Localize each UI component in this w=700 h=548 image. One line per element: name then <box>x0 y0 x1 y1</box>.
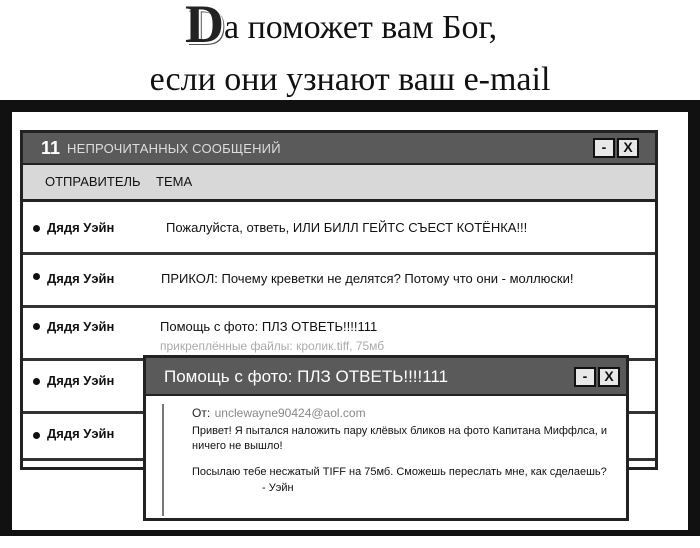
heading-line-1-text: а поможет вам Бог, <box>224 9 498 46</box>
message-paragraph-1: Привет! Я пытался наложить пару клёвых бликов на фото Капитана Миффлса, и ничего не вышло! <box>192 425 608 452</box>
popup-body <box>162 404 632 516</box>
column-header-subject[interactable]: ТЕМА <box>156 174 193 189</box>
message-attachment: прикреплённые файлы: кролик.tiff, 75мб <box>160 339 385 353</box>
inbox-titlebar <box>23 133 655 165</box>
message-paragraph-2: Посылаю тебе несжатый TIFF на 75мб. Сможешь переслать мне, как сделаешь? <box>192 466 607 478</box>
message-subject: Пожалуйста, ответь, ИЛИ БИЛЛ ГЕЙТС СЪЕСТ КОТЁНКА!!! <box>166 220 528 235</box>
close-button[interactable]: X <box>617 138 639 158</box>
message-signature: - Уэйн <box>262 482 294 494</box>
popup-close-button[interactable]: X <box>598 367 620 387</box>
unread-dot <box>33 273 40 280</box>
heading-line-2: если они узнают ваш e-mail <box>149 61 551 98</box>
popup-minimize-button[interactable]: - <box>574 367 596 387</box>
unread-dot <box>33 432 40 439</box>
unread-dot <box>33 225 40 232</box>
column-header-bar <box>23 165 655 202</box>
message-sender: Дядя Уэйн <box>47 319 115 334</box>
message-sender: Дядя Уэйн <box>47 373 115 388</box>
popup-titlebar <box>146 358 626 396</box>
unread-dot <box>33 378 40 385</box>
message-sender: Дядя Уэйн <box>47 271 115 286</box>
popup-title: Помощь с фото: ПЛЗ ОТВЕТЬ!!!!111 <box>164 367 449 386</box>
minimize-button[interactable]: - <box>593 138 615 158</box>
message-sender: Дядя Уэйн <box>47 220 115 235</box>
heading-dropcap: D <box>185 0 224 54</box>
from-email[interactable]: unclewayne90424@aol.com <box>214 406 366 420</box>
message-row[interactable] <box>23 202 655 255</box>
message-sender: Дядя Уэйн <box>47 426 115 441</box>
unread-count: 11 <box>41 138 61 158</box>
unread-dot <box>33 323 40 330</box>
message-row[interactable] <box>23 255 655 308</box>
inbox-title: НЕПРОЧИТАННЫХ СООБЩЕНИЙ <box>67 141 281 156</box>
heading-line-1 <box>185 0 498 54</box>
message-subject: ПРИКОЛ: Почему креветки не делятся? Потому что они - моллюски! <box>161 271 574 286</box>
message-subject: Помощь с фото: ПЛЗ ОТВЕТЬ!!!!111 <box>160 319 378 334</box>
from-label: От: <box>192 406 211 420</box>
message-row[interactable] <box>23 308 655 361</box>
column-header-sender[interactable]: ОТПРАВИТЕЛЬ <box>45 174 141 189</box>
message-popup <box>143 355 629 521</box>
